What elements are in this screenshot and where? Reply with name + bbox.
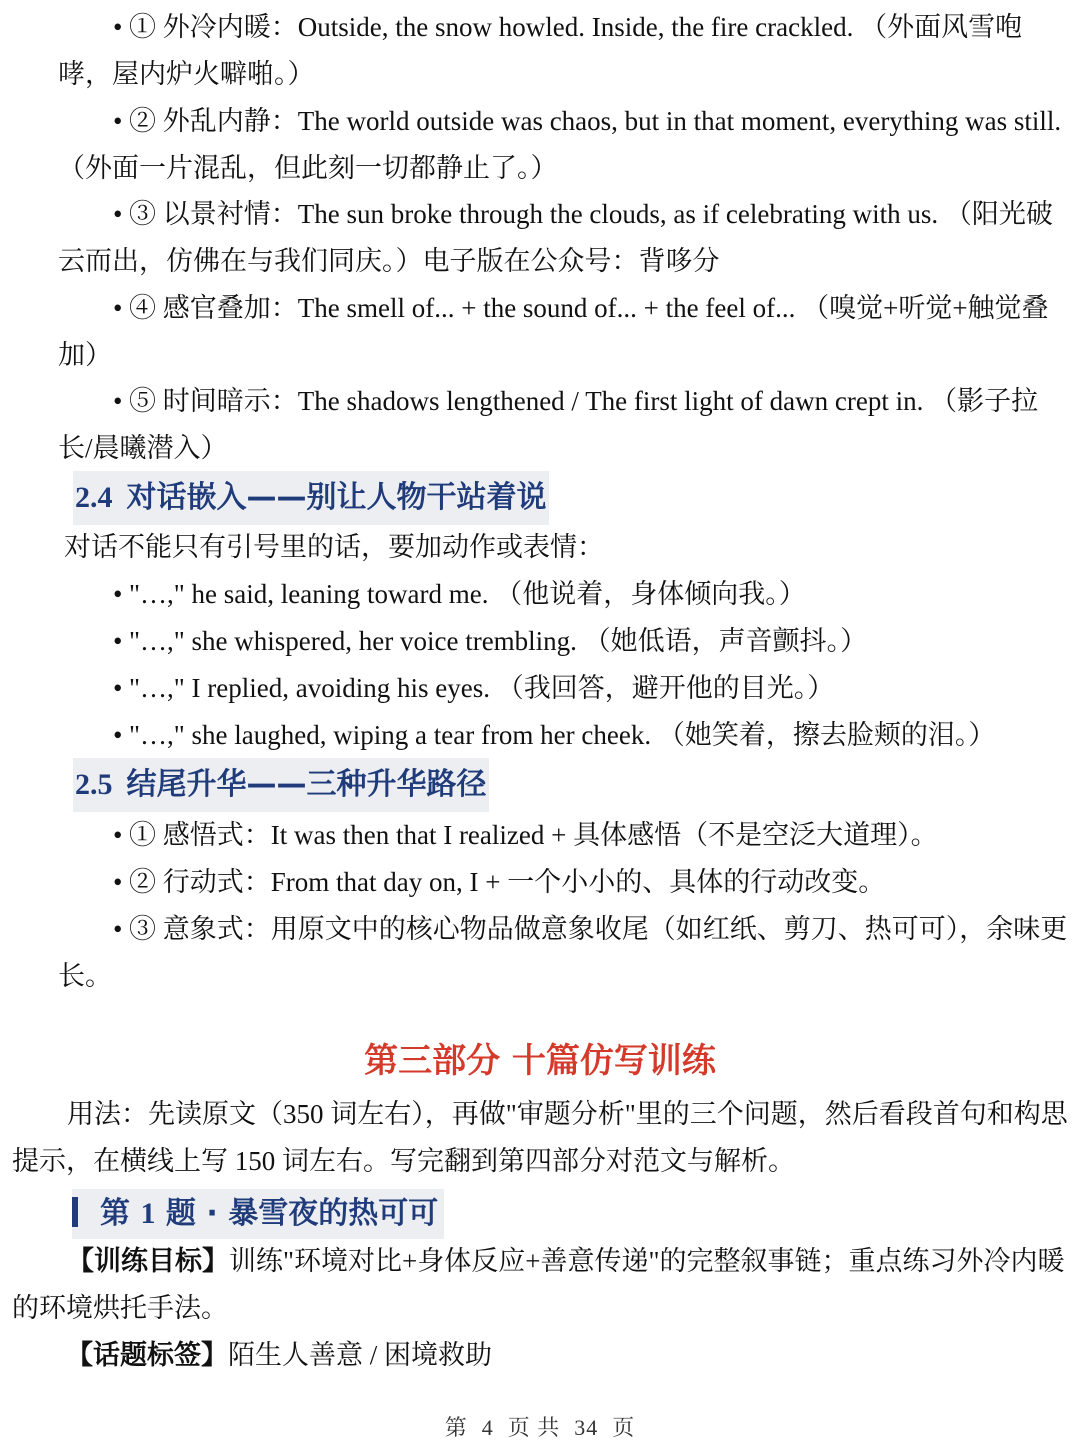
tag-text: 陌生人善意 / 困境救助 [228, 1340, 493, 1370]
ending-item-2: • ② 行动式：From that day on, I + 一个小小的、具体的行动改变。 [113, 859, 885, 906]
bullet: • [113, 720, 123, 750]
bullet: • [113, 867, 123, 897]
section-title: 对话嵌入——别让人物干站着说 [126, 480, 547, 515]
env-item-3: • ③ 以景衬情：The sun broke through the clouds, as if celebrating with us. （阳光破云而出，仿佛在与我们同庆。）电子版在公众号：背哆分 [58, 191, 1068, 285]
ending-item-1: • ① 感悟式：It was then that I realized + 具体感悟（不是空泛大道理）。 [113, 812, 938, 859]
bullet: • [113, 199, 123, 229]
dialogue-item-3: • "…," I replied, avoiding his eyes. （我回答，避开他的目光。） [113, 665, 834, 712]
section-number: 2.4 [75, 481, 113, 514]
usage-paragraph: 用法：先读原文（350 词左右），再做"审题分析"里的三个问题，然后看段首句和构思提示，在横线上写 150 词左右。写完翻到第四部分对范文与解析。 [12, 1099, 1068, 1176]
bullet: • [113, 626, 123, 656]
bullet: • [113, 820, 123, 850]
bullet: • [113, 293, 123, 323]
question-name: 题 · 暴雪夜的热可可 [165, 1196, 439, 1231]
env-item-5: • ⑤ 时间暗示：The shadows lengthened / The first light of dawn crept in. （影子拉长/晨曦潜入） [58, 378, 1068, 472]
env-item-4: • ④ 感官叠加：The smell of... + the sound of... + the feel of... （嗅觉+听觉+触觉叠加） [58, 285, 1068, 379]
bullet: • [113, 386, 123, 416]
goal-text: 训练"环境对比+身体反应+善意传递"的完整叙事链；重点练习外冷内暖的环境烘托手法。 [12, 1246, 1065, 1323]
heading-bar [72, 1197, 78, 1227]
env-item-2: • ② 外乱内静：The world outside was chaos, but in that moment, everything was still. （外面一片混乱，但此刻一切都静止了。） [58, 98, 1068, 192]
page-number: 4 [481, 1415, 494, 1440]
ending-item-3: • ③ 意象式：用原文中的核心物品做意象收尾（如红纸、剪刀、热可可），余味更长。 [58, 906, 1068, 1000]
training-goal [12, 1238, 1068, 1332]
part-title: 第三部分 十篇仿写训练 [364, 1041, 716, 1081]
bullet: • [113, 12, 123, 42]
page-footer: 第 4 页 共 34 页 [444, 1415, 636, 1440]
question-number: 1 [140, 1197, 156, 1230]
bullet: • [113, 106, 123, 136]
tag-label: 【话题标签】 [66, 1340, 228, 1370]
section-number: 2.5 [75, 768, 113, 801]
section-title: 结尾升华——三种升华路径 [126, 767, 487, 802]
section-intro: 对话不能只有引号里的话，要加动作或表情： [64, 532, 604, 562]
topic-tags [66, 1332, 492, 1379]
dialogue-item-1: • "…," he said, leaning toward me. （他说着，身体倾向我。） [113, 571, 806, 618]
env-item-1: • ① 外冷内暖：Outside, the snow howled. Inside, the fire crackled. （外面风雪咆哮，屋内炉火噼啪。） [58, 4, 1068, 98]
page-total: 34 [574, 1415, 599, 1440]
bullet: • [113, 914, 123, 944]
section-heading-2-4 [73, 471, 549, 525]
goal-label: 【训练目标】 [67, 1246, 229, 1276]
dialogue-item-4: • "…," she laughed, wiping a tear from her cheek. （她笑着，擦去脸颊的泪。） [113, 712, 995, 759]
section-heading-2-5 [73, 758, 489, 812]
dialogue-item-2: • "…," she whispered, her voice trembling. （她低语，声音颤抖。） [113, 618, 867, 665]
bullet: • [113, 673, 123, 703]
question-title: 第 1 题 · 暴雪夜的热可可 [72, 1189, 444, 1239]
bullet: • [113, 579, 123, 609]
